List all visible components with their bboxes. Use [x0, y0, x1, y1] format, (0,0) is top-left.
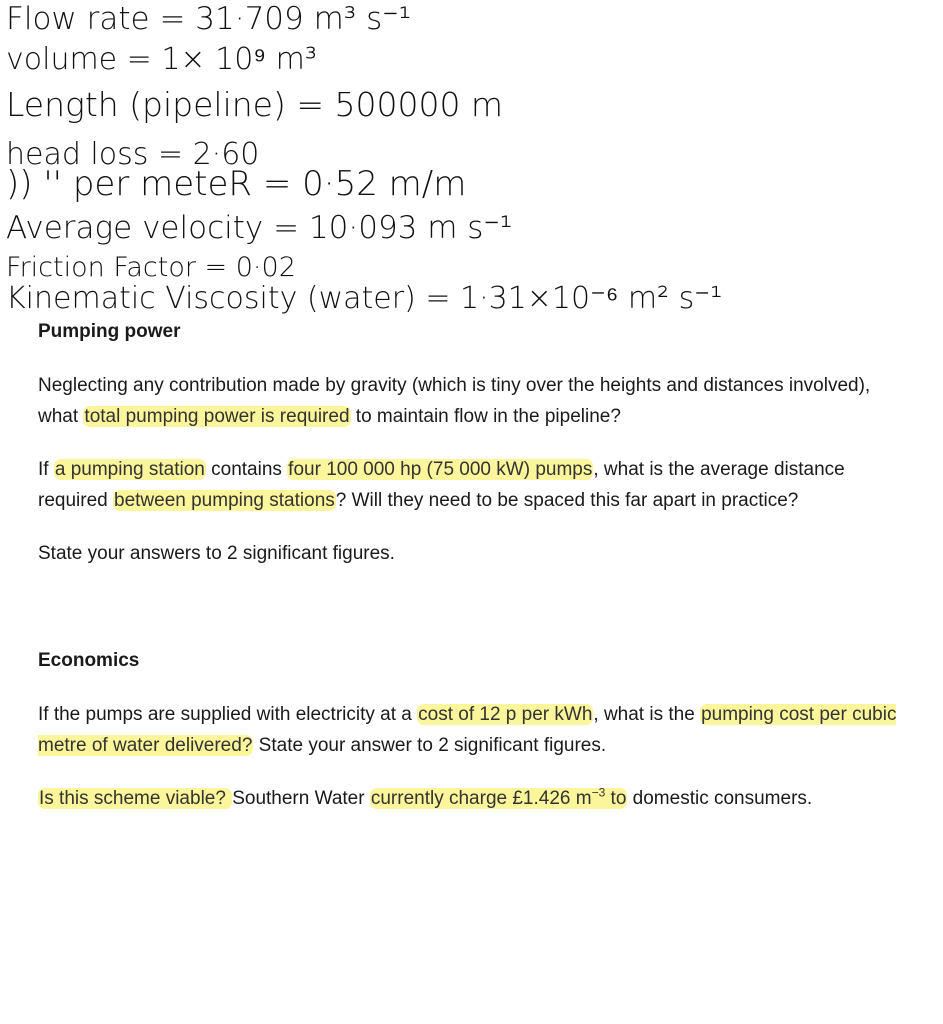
- note-average-velocity: Average velocity = 10·093 m s⁻¹: [6, 210, 513, 246]
- heading-economics: Economics: [38, 650, 140, 671]
- note-kinematic-viscosity: Kinematic Viscosity (water) = 1·31×10⁻⁶ m² s⁻¹: [6, 281, 723, 316]
- note-head-loss: head loss = 2·60: [6, 137, 260, 172]
- text-run: , what is the: [593, 704, 701, 725]
- highlight: total pumping power is required: [84, 406, 350, 427]
- note-pipeline-length: Length (pipeline) = 500000 m: [6, 85, 504, 124]
- heading-pumping-power: Pumping power: [38, 321, 181, 342]
- text-run: State your answer to 2 significant figures.: [253, 735, 607, 756]
- highlight: pumping cost per cubic metre of water delivered?: [38, 704, 897, 756]
- paragraph-significant-figures: State your answers to 2 significant figures.: [38, 543, 395, 564]
- highlight: between pumping stations: [114, 490, 335, 511]
- text-run: If the pumps are supplied with electricity at a: [38, 704, 418, 725]
- superscript: −3: [591, 785, 606, 800]
- text-run: domestic consumers.: [627, 788, 813, 809]
- text-run: contains: [205, 459, 288, 480]
- text-run: If: [38, 459, 54, 480]
- text-run: currently charge £1.426 m: [370, 788, 592, 809]
- text-run: , what is the average distance required: [38, 459, 845, 511]
- handwritten-notes: [0, 0, 943, 345]
- text-run: ? Will they need to be spaced this far apart in practice?: [335, 490, 799, 511]
- note-flow-rate: Flow rate = 31·709 m³ s⁻¹: [6, 1, 412, 37]
- highlight: [370, 785, 628, 809]
- note-friction-factor: Friction Factor = 0·02: [6, 252, 296, 283]
- highlight: cost of 12 p per kWh: [418, 704, 593, 725]
- note-head-loss-per-meter: )) '' per meteR = 0·52 m/m: [6, 164, 467, 204]
- text-run: to: [605, 788, 627, 809]
- paragraph-viability-question: [38, 783, 898, 814]
- text-run: Southern Water: [232, 788, 370, 809]
- paragraph-pumping-station-question: [38, 454, 898, 516]
- highlight: Is this scheme viable?: [39, 788, 232, 809]
- highlight: a pumping station: [54, 459, 205, 480]
- note-volume: volume = 1× 10⁹ m³: [6, 42, 317, 77]
- text-run: Neglecting any contribution made by gravity (which is tiny over the heights and distances involved), what: [38, 375, 871, 427]
- text-run: to maintain flow in the pipeline?: [350, 406, 621, 427]
- paragraph-pumping-cost-question: [38, 699, 898, 761]
- paragraph-pumping-power-question: [38, 370, 898, 432]
- highlight: four 100 000 hp (75 000 kW) pumps: [288, 459, 593, 480]
- problem-text: [38, 318, 898, 814]
